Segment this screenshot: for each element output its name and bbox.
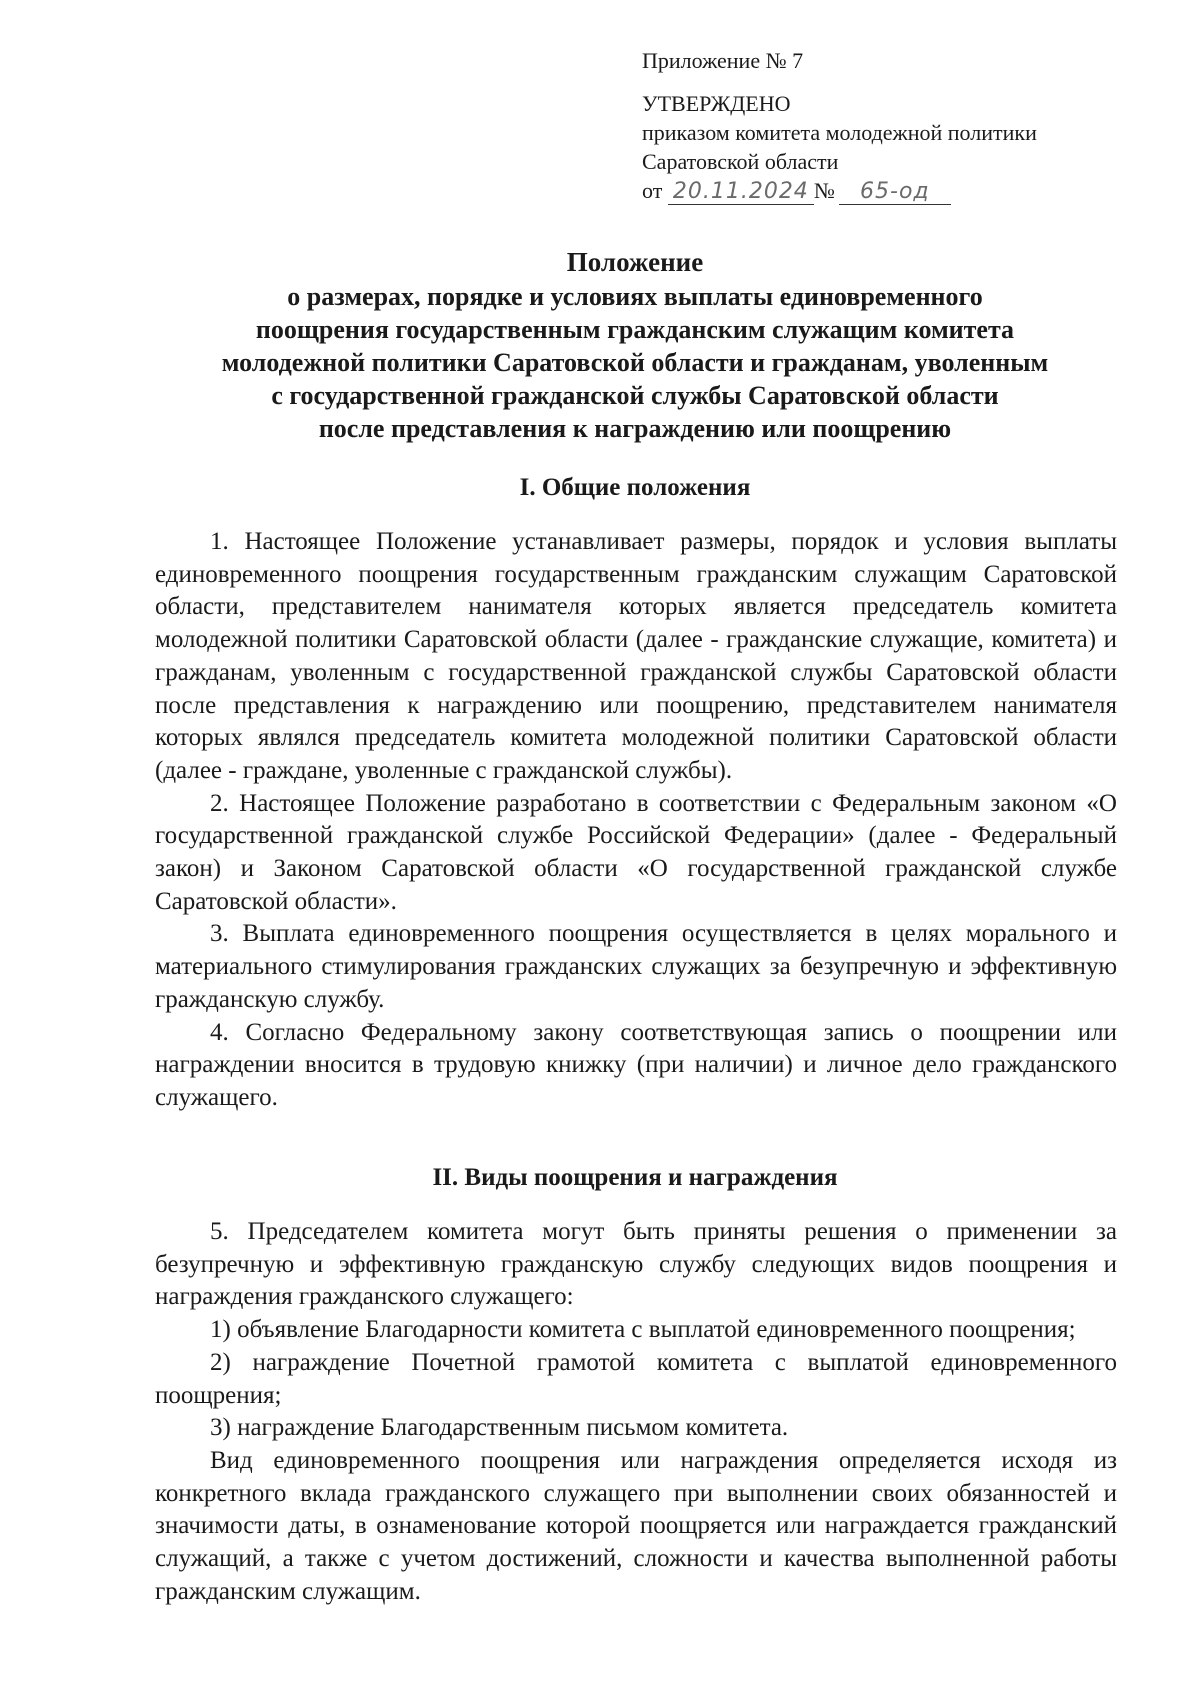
order-line-1: приказом комитета молодежной политики [642,120,1037,145]
number-prefix: № [813,178,835,203]
date-prefix: от [642,178,663,203]
handwritten-order-number: 65-од [839,180,951,205]
document-subtitle-line: молодежной политики Саратовской области и гражданам, уволенным [221,348,1049,377]
appendix-label: Приложение № 7 [642,48,804,73]
paragraph: Вид единовременного поощрения или награждения определяется исходя из конкретного вклада гражданского служащего при выполнении своих обязанностей и значимости даты, в ознаменование которой поощряется или награждается гражданский служащий, а также с учетом достижений, сложности и качества выполненной работы гражданским служащим. [155,1446,1117,1605]
list-item: 1) объявление Благодарности комитета с выплатой единовременного поощрения; [210,1316,1076,1344]
section-1-heading: I. Общие положения [519,474,751,501]
document-subtitle-line: поощрения государственным гражданским служащим комитета [255,315,1015,344]
paragraph: 5. Председателем комитета могут быть приняты решения о применении за безупречную и эффективную гражданскую службу следующих видов поощрения и награждения гражданского служащего: [155,1218,1117,1311]
section-1-body [155,526,1117,1115]
document-subtitle-line: после представления к награждению или поощрению [318,414,952,443]
section-2-body [155,1216,1117,1608]
document-title-block [130,246,1140,445]
document-title: Положение [566,247,704,277]
section-2-heading: II. Виды поощрения и награждения [432,1164,838,1191]
approval-block [642,46,1182,205]
document-subtitle-line: о размерах, порядке и условиях выплаты единовременного [287,282,983,311]
document-subtitle-line: с государственной гражданской службы Саратовской области [271,381,999,410]
paragraph: 3. Выплата единовременного поощрения осуществляется в целях морального и материального стимулирования гражданских служащих за безупречную и эффективную гражданскую службу. [155,920,1117,1013]
paragraph: 4. Согласно Федеральному закону соответствующая запись о поощрении или награждении вносится в трудовую книжку (при наличии) и личное дело гражданского служащего. [155,1018,1117,1111]
order-date-number-line [642,176,1182,205]
order-line-2: Саратовской области [642,149,839,174]
paragraph: 2. Настоящее Положение разработано в соответствии с Федеральным законом «О государственной гражданской службе Российской Федерации» (далее - Федеральный закон) и Законом Саратовской области «О государственной гражданской службе Саратовской области». [155,789,1117,915]
approved-stamp-label: УТВЕРЖДЕНО [642,91,791,116]
handwritten-date: 20.11.2024 [668,180,814,205]
list-item: 3) награждение Благодарственным письмом комитета. [210,1414,789,1442]
paragraph: 1. Настоящее Положение устанавливает размеры, порядок и условия выплаты единовременного поощрения государственным гражданским служащим Саратовской области, представителем нанимателя которых является председатель комитета молодежной политики Саратовской области (далее - гражданские служащие, комитета) и гражданам, уволенным с государственной гражданской службы Саратовской области после представления к награждению или поощрению, представителем нанимателя которых являлся председатель комитета молодежной политики Саратовской области (далее - граждане, уволенные с гражданской службы). [155,528,1117,784]
list-item: 2) награждение Почетной грамотой комитета с выплатой единовременного поощрения; [155,1348,1117,1409]
